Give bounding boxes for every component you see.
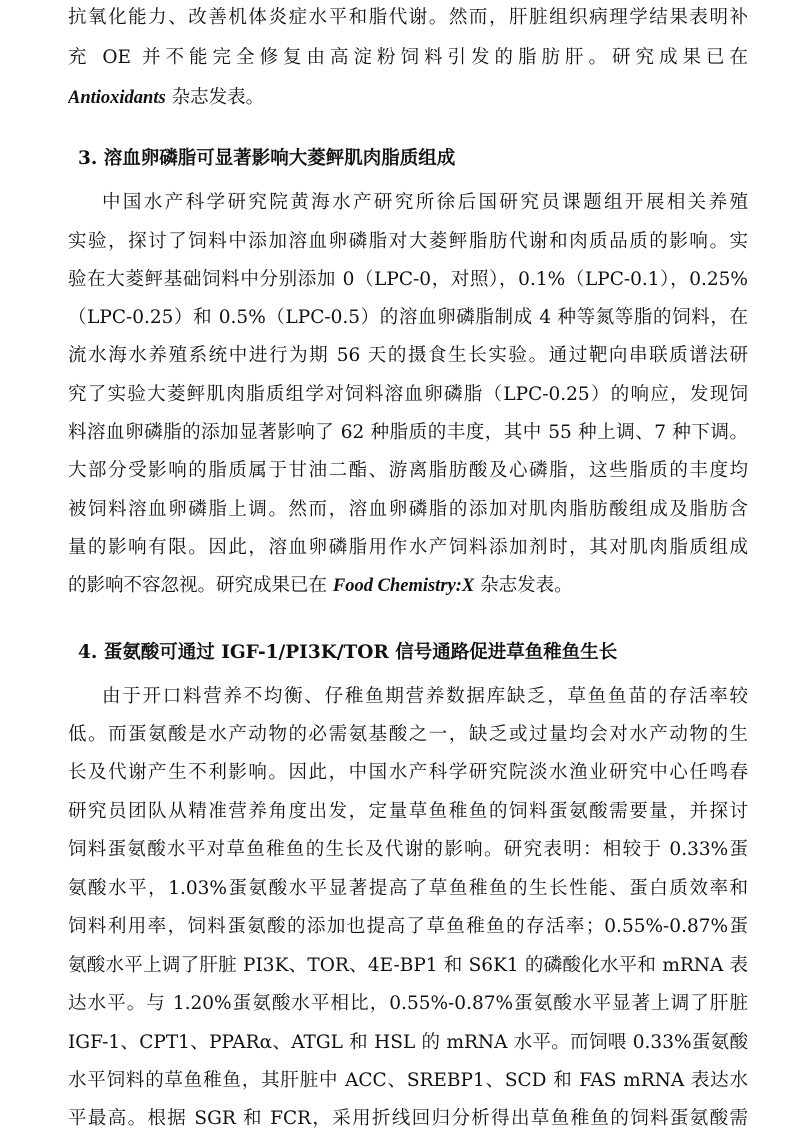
text-line: （LPC-0.25）和 0.5%（LPC-0.5）的溶血卵磷脂制成 4 种等氮等脂的饲料，在 [68,307,748,328]
text-line: 验在大菱鲆基础饲料中分别添加 0（LPC-0，对照），0.1%（LPC-0.1），0.25% [68,269,748,290]
text-line [68,85,748,111]
text-line: 流水海水养殖系统中进行为期 56 天的摄食生长实验。通过靶向串联质谱法研 [68,345,748,366]
text-line: 低。而蛋氨酸是水产动物的必需氨基酸之一，缺乏或过量均会对水产动物的生 [68,724,748,745]
text-line: 抗氧化能力、改善机体炎症水平和脂代谢。然而，肝脏组织病理学结果表明补 [68,7,748,28]
text-line: IGF-1、CPT1、PPARα、ATGL 和 HSL 的 mRNA 水平。而饲喂 0.33%蛋氨酸 [68,1032,748,1053]
text-line: 饲料蛋氨酸水平对草鱼稚鱼的生长及代谢的影响。研究表明：相较于 0.33%蛋 [68,839,748,860]
section-heading-4: 4. 蛋氨酸可通过 IGF-1/PI3K/TOR 信号通路促进草鱼稚鱼生长 [78,642,618,663]
text-line: 量的影响有限。因此，溶血卵磷脂用作水产饲料添加剂时，其对肌肉脂质组成 [68,537,748,558]
text-fragment: 的影响不容忽视。研究成果已在 [68,575,333,596]
text-line: 研究员团队从精准营养角度出发，定量草鱼稚鱼的饲料蛋氨酸需要量，并探讨 [68,801,748,822]
text-line: 中国水产科学研究院黄海水产研究所徐后国研究员课题组开展相关养殖 [102,192,748,213]
text-line [68,573,748,599]
text-line: 究了实验大菱鲆肌肉脂质组学对饲料溶血卵磷脂（LPC-0.25）的响应，发现饲 [68,384,748,405]
text-line: 大部分受影响的脂质属于甘油二酯、游离脂肪酸及心磷脂，这些脂质的丰度均 [68,460,748,481]
text-line: 料溶血卵磷脂的添加显著影响了 62 种脂质的丰度，其中 55 种上调、7 种下调。 [68,422,748,443]
text-line: 平最高。根据 SGR 和 FCR，采用折线回归分析得出草鱼稚鱼的饲料蛋氨酸需 [68,1108,748,1129]
text-line: 氨酸水平，1.03%蛋氨酸水平显著提高了草鱼稚鱼的生长性能、蛋白质效率和 [68,878,748,899]
text-line: 被饲料溶血卵磷脂上调。然而，溶血卵磷脂的添加对肌肉脂肪酸组成及脂肪含 [68,499,748,520]
text-line: 氨酸水平上调了肝脏 PI3K、TOR、4E-BP1 和 S6K1 的磷酸化水平和 mRNA 表 [68,955,748,976]
text-line: 实验，探讨了饲料中添加溶血卵磷脂对大菱鲆脂肪代谢和肉质品质的影响。实 [68,231,748,252]
text-line: 达水平。与 1.20%蛋氨酸水平相比，0.55%-0.87%蛋氨酸水平显著上调了肝脏 [68,993,748,1014]
text-fragment: 杂志发表。 [165,87,265,108]
text-line: 水平饲料的草鱼稚鱼，其肝脏中 ACC、SREBP1、SCD 和 FAS mRNA 表达水 [68,1070,748,1091]
section-heading-3: 3. 溶血卵磷脂可显著影响大菱鲆肌肉脂质组成 [78,148,456,169]
journal-name: Antioxidants [68,88,166,108]
text-line: 饲料利用率，饲料蛋氨酸的添加也提高了草鱼稚鱼的存活率；0.55%-0.87%蛋 [68,916,748,937]
text-line: 由于开口料营养不均衡、仔稚鱼期营养数据库缺乏，草鱼鱼苗的存活率较 [102,686,748,707]
text-line: 长及代谢产生不利影响。因此，中国水产科学研究院淡水渔业研究中心任鸣春 [68,762,748,783]
text-fragment: 杂志发表。 [474,575,573,596]
text-line: 充 OE 并不能完全修复由高淀粉饲料引发的脂肪肝。研究成果已在 [68,47,748,68]
journal-name: Food Chemistry:X [332,576,475,596]
